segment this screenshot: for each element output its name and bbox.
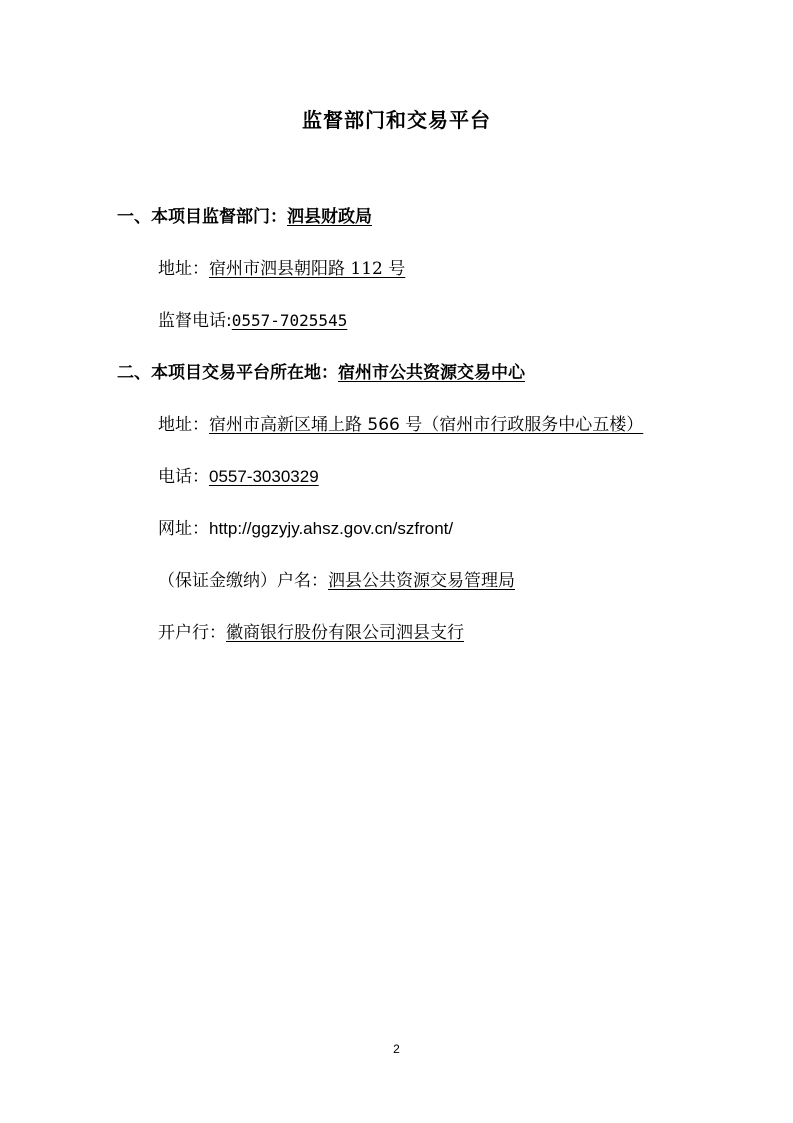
trading-phone-label: 电话： [158, 467, 209, 487]
deposit-bank [158, 621, 464, 645]
trading-website-label: 网址： [158, 519, 209, 539]
deposit-bank-value: 徽商银行股份有限公司泗县支行 [226, 623, 464, 643]
deposit-account-value: 泗县公共资源交易管理局 [328, 571, 515, 591]
page-number: 2 [393, 1042, 400, 1056]
trading-phone [158, 465, 319, 489]
page-title: 监督部门和交易平台 [302, 108, 491, 132]
trading-address-label: 地址： [158, 415, 209, 435]
supervision-address [158, 257, 405, 281]
supervision-phone [158, 309, 347, 333]
supervision-department-name: 泗县财政局 [287, 207, 372, 227]
section-supervision-label: 一、本项目监督部门： [117, 207, 287, 227]
trading-website-link[interactable]: http://ggzyjy.ahsz.gov.cn/szfront/ [209, 519, 454, 538]
supervision-phone-label: 监督电话: [158, 311, 232, 331]
section-supervision-department [117, 205, 372, 229]
trading-platform-name: 宿州市公共资源交易中心 [338, 363, 525, 383]
deposit-bank-label: 开户行： [158, 623, 226, 643]
trading-website [158, 517, 453, 541]
deposit-account-name [158, 569, 515, 593]
section-trading-label: 二、本项目交易平台所在地： [117, 363, 338, 383]
section-trading-platform [117, 361, 525, 385]
supervision-address-value: 宿州市泗县朝阳路 112 号 [209, 259, 406, 279]
trading-address [158, 413, 643, 437]
trading-phone-value: 0557-3030329 [209, 467, 319, 486]
supervision-phone-value: 0557-7025545 [231, 311, 348, 330]
deposit-account-label: （保证金缴纳）户名： [158, 571, 328, 591]
trading-address-value: 宿州市高新区埇上路 566 号（宿州市行政服务中心五楼） [209, 415, 644, 435]
supervision-address-label: 地址： [158, 259, 209, 279]
